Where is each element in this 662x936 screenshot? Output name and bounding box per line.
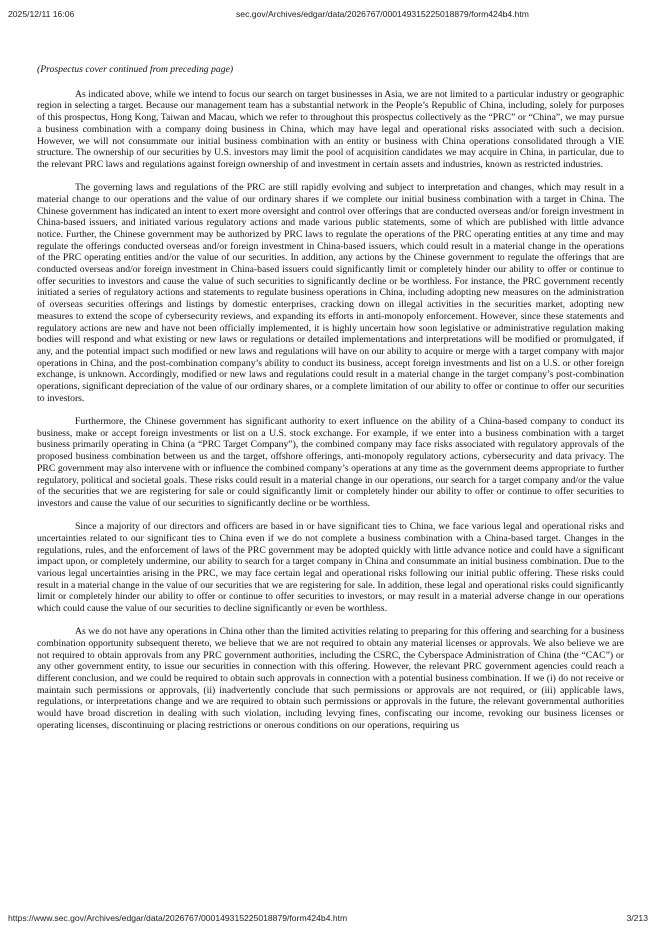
print-header bbox=[8, 9, 648, 23]
paragraph-directors-ties: Since a majority of our directors and officers are based in or have significant ties to China, we face various legal and operational risks and uncertainties related to our significant ties to China even if we do not complete a business combination with a China-based target. Changes in the regulations, rules, and the enforcement of laws of the PRC government may be adopted quickly with little advance notice and could have a significant impact upon, or completely undermine, our ability to search for a target company in China and consummate an initial business combination. Due to the various legal uncertainties arising in the PRC, we may face certain legal and operational risks following our initial public offering. These risks could result in a material change in the value of our securities that we are registering for sale. In addition, these legal and operational risks could significantly limit or completely hinder our ability to offer or continue to offer securities to investors, or may result in a material adverse change in our operations which could cause the value of our securities to decline significantly or even be worthless. bbox=[37, 521, 624, 615]
paragraph-approvals: As we do not have any operations in China other than the limited activities relating to preparing for this offering and searching for a business combination opportunity subsequent thereto, we believe that we are not required to obtain any material licenses or approvals. We also believe we are not required to obtain approvals from any PRC government authorities, including the CSRC, the Cyberspace Administration of China (the “CAC”) or any other government entity, to issue our securities in connection with this offering. However, the relevant PRC government agencies could reach a different conclusion, and we could be required to obtain such approvals in connection with a potential business combination. If we (i) do not receive or maintain such permissions or approvals, (ii) inadvertently conclude that such permissions or approvals are not required, or (iii) applicable laws, regulations, or interpretations change and we are required to obtain such permissions or approvals in the future, the relevant governmental authorities would have broad discretion in dealing with such violation, including levying fines, confiscating our income, revoking our business licenses or operating licenses, discontinuing or placing restrictions or onerous conditions on our operations, requiring us bbox=[37, 626, 624, 731]
paragraph-government-authority: Furthermore, the Chinese government has significant authority to exert influence on the ability of a China-based company to conduct its business, make or accept foreign investments or list on a U.S. stock exchange. For example, if we enter into a business combination with a target business primarily operating in China (a “PRC Target Company”), the combined company may face risks associated with regulatory approvals of the proposed business combination between us and the target, offshore offerings, anti-monopoly regulatory actions, cybersecurity and data privacy. The PRC government may also intervene with or influence the combined company’s operations at any time as the government deems appropriate to further regulatory, political and societal goals. These risks could result in a material change in our operations, our search for a target company and/or the value of the securities that we are registering for sale or could significantly limit or completely hinder our ability to offer or continue to offer securities to investors and cause the value of our securities to significantly decline or be worthless. bbox=[37, 415, 624, 509]
page-number: 3/213 bbox=[626, 913, 648, 923]
paragraph-asia-focus: As indicated above, while we intend to focus our search on target businesses in Asia, we are not limited to a particular industry or geographic region in selecting a target. Because our management team has a substantial network in the People’s Republic of China, including, solely for purposes of this prospectus, Hong Kong, Taiwan and Macau, which we refer to throughout this prospectus collectively as the “PRC” or “China”, we may pursue a business combination with a company doing business in China, which may have legal and operational risks associated with such a decision. However, we will not consummate our initial business combination with an entity or business with China operations consolidated through a VIE structure. The ownership of our securities by U.S. investors may limit the pool of acquisition candidates we may acquire in China, in particular, due to the relevant PRC laws and regulations against foreign ownership of and investment in certain assets and industries, known as restricted industries. bbox=[37, 88, 624, 170]
footer-url: https://www.sec.gov/Archives/edgar/data/2026767/000149315225018879/form424b4.htm bbox=[8, 913, 348, 923]
paragraph-prc-laws: The governing laws and regulations of the PRC are still rapidly evolving and subject to interpretation and changes, which may result in a material change to our operations and the value of our ordinary shares if we complete our initial business combination with a target in China. The Chinese government has indicated an intent to exert more oversight and control over offerings that are conducted overseas and/or foreign investment in China-based issuers, and initiated various regulatory actions and made various public statements, some of which are published with little advance notice. Further, the Chinese government may be authorized by PRC laws to regulate the operations of the PRC operating entities at any time and may regulate the offerings conducted overseas and/or foreign investment in China-based issuers, which could result in a material change in the operations of the PRC operating entities and/or the value of our securities. In addition, any actions by the Chinese government to regulate the offerings that are conducted overseas and/or foreign investment in China-based issuers could significantly limit or completely hinder our ability to offer or continue to offer securities to investors and cause the value of such securities to significantly decline or be worthless. For instance, the PRC government recently initiated a series of regulatory actions and statements to regulate business operations in China, including adopting new measures on the administration of overseas securities offerings and listings by domestic enterprises, cracking down on illegal activities in the securities market, adopting new measures to extend the scope of cybersecurity reviews, and expanding its efforts in anti-monopoly enforcement. However, since these statements and regulatory actions are new and have not been officially implemented, it is highly uncertain how soon legislative or administrative regulation making bodies will respond and what existing or new laws or regulations or detailed implementations and interpretations will be modified or promulgated, if any, and the potential impact such modified or new laws and regulations will have on our ability to acquire or merge with a target company with major operations in China, and the post-combination company’s ability to conduct its business, accept foreign investments and list on a U.S. or other foreign exchange, is unknown. Accordingly, modified or new laws and regulations could result in a material change in the target company’s post-combination operations, significant depreciation of the value of our ordinary shares, or a complete limitation of our ability to offer or continue to offer our securities to investors. bbox=[37, 182, 624, 404]
cover-continued-note: (Prospectus cover continued from preceding page) bbox=[37, 64, 234, 75]
print-footer bbox=[8, 913, 648, 927]
print-datetime: 2025/12/11 16:06 bbox=[8, 9, 75, 19]
document-body bbox=[37, 64, 624, 743]
print-page-title: sec.gov/Archives/edgar/data/2026767/000149315225018879/form424b4.htm bbox=[236, 9, 529, 19]
